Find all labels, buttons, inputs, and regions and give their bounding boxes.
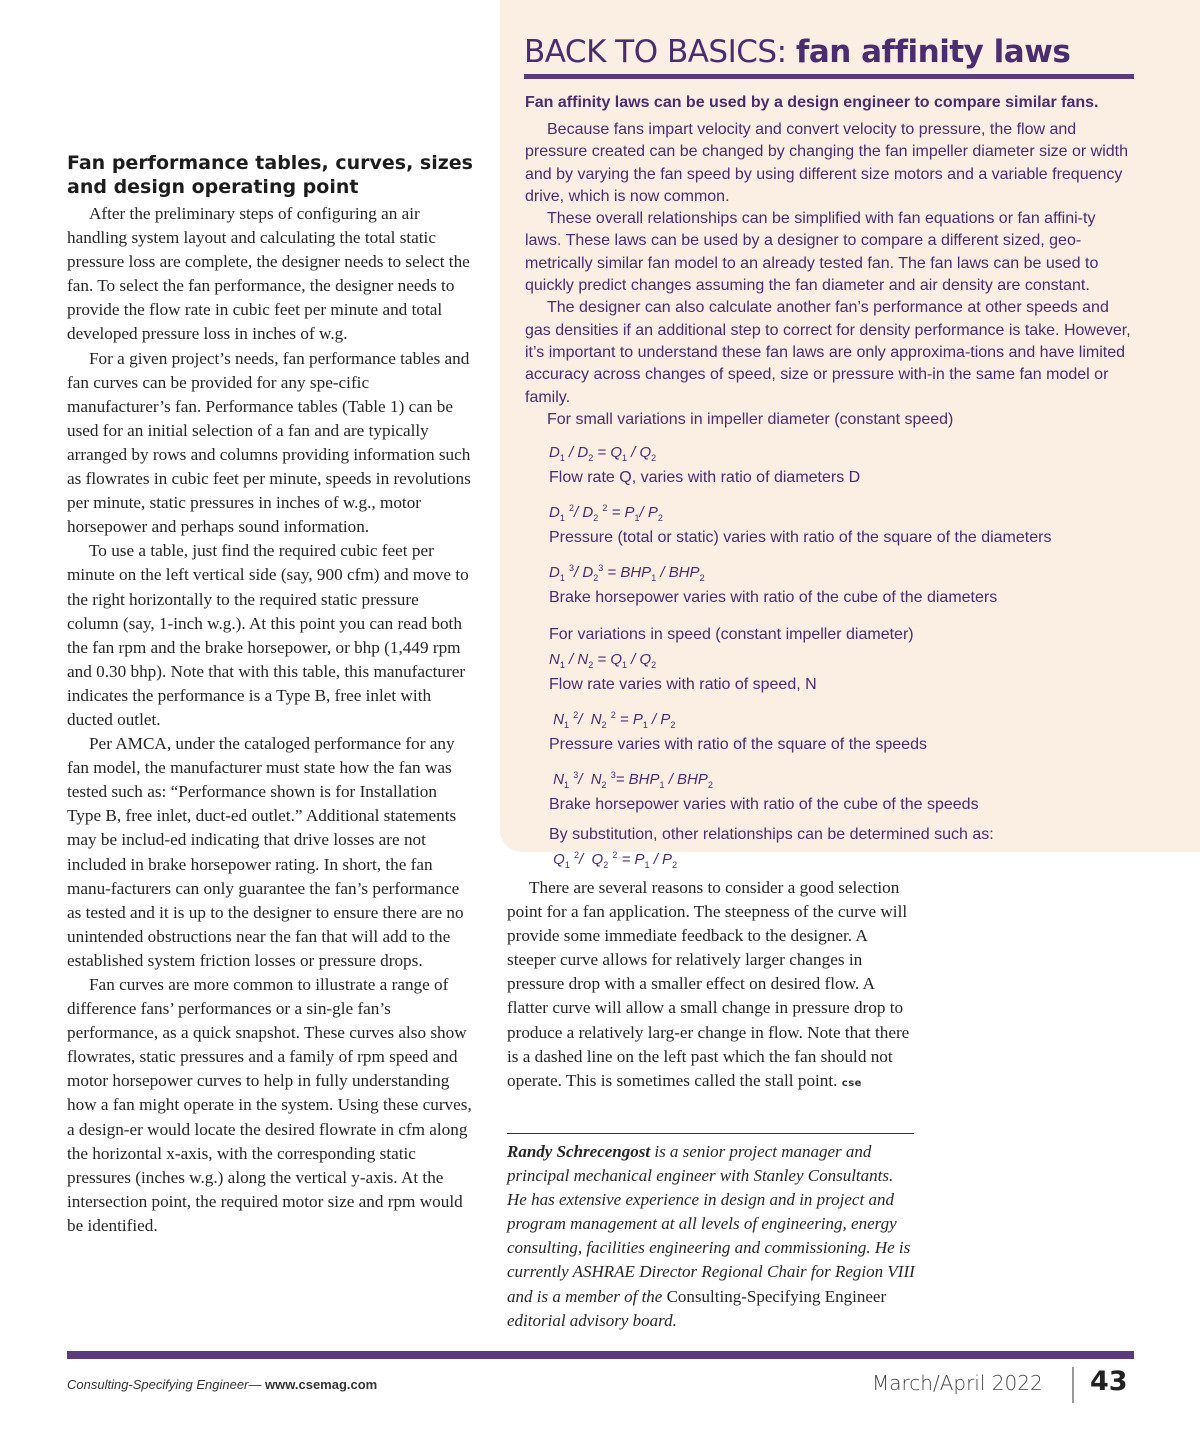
law-description: Flow rate varies with ratio of speed, N [549,675,817,693]
bio-text-end: editorial advisory board. [507,1310,677,1330]
page-number: 43 [1090,1366,1128,1397]
body-paragraph: For a given project’s needs, fan performance tables and fan curves can be provided for any spe-cific manufacturer’s fan. Performance tables (Table 1) can be used for an initial selection of a fan and are typically arranged by rows and columns providing information such as flowrates in cubic feet per minute, speeds in revolutions per minute, static pressures in inches of w.g., motor horsepower and perhaps sound information. [67,348,471,537]
fan-law-diameter-flow [549,443,1135,488]
bio-publication: Consulting-Specifying Engineer [666,1286,887,1306]
footer-rule [67,1351,1134,1359]
sidebar-paragraph: Because fans impart velocity and convert velocity to pressure, the flow and pressure created can be changed by changing the fan impeller diameter size or width and by varying the fan speed by using different size motors and a variable frequency drive, which is now common. [525,121,1129,205]
footer-url[interactable]: www.csemag.com [265,1377,378,1392]
sidebar-title-rule [524,74,1134,79]
law-description: Brake horsepower varies with ratio of the cube of the speeds [549,795,979,813]
author-bio [507,1140,917,1333]
paragraph-text: There are several reasons to consider a good selection point for a fan application. The steepness of the curve will provide some immediate feedback to the designer. A steeper curve allows for relatively larger changes in pressure drop with a smaller effect on desired flow. A flatter curve will allow a small change in pressure drop to produce a relatively larg-er change in flow. Note that there is a dashed line on the left past which the fan should not operate. This is sometimes called the stall point. [507,878,910,1090]
diameter-laws-intro: For small variations in impeller diameter (constant speed) [547,410,954,428]
footer-dash: — [248,1377,262,1392]
body-paragraph [507,876,913,1096]
sidebar-paragraph: These overall relationships can be simplified with fan equations or fan affini-ty laws. These laws can be used by a designer to compare a different sized, geo-metrically similar fan model to an already tested fan. The fan laws can be used to quickly predict changes assuming the fan diameter and air density are constant. [525,210,1099,295]
sidebar-lead: Fan affinity laws can be used by a design engineer to compare similar fans. [525,94,1099,111]
sidebar-title: BACK TO BASICS: fan affinity laws [524,34,1071,70]
equation: $D_1$ $^3$/ $D_2^3 = BHP_1 / BHP_2$ [549,562,705,583]
footer-separator [1072,1367,1074,1403]
equation: $N_1$ $^2$/ $N_2$ $^2 = P_1 / P_2$ [549,709,676,730]
equation: $Q_1$ $^2$/ $Q_2$ $^2 = P_1 / P_2$ [549,849,678,870]
publication-name: Consulting-Specifying Engineer [67,1377,249,1392]
body-paragraph: Per AMCA, under the cataloged performance for any fan model, the manufacturer must state how the fan was tested such as: “Performance shown is for Installation Type B, free inlet, duct-ed outlet.” Additional statements may be includ-ed indicating that drive losses are not included in brake horsepower rating. In short, the fan manu-facturers can only guarantee the fan’s performance as tested and it is up to the designer to ensure there are no unintended obstructions near the fan that will add to the established system friction losses or pressure drops. [67,734,464,970]
issue-date: March/April 2022 [872,1371,1043,1395]
substitution-note [549,825,1135,875]
body-paragraph: After the preliminary steps of configuring an air handling system layout and calculating the total static pressure loss are complete, the designer needs to select the fan. To select the fan performance, the designer needs to provide the flow rate in cubic feet per minute and total developed pressure loss in inches of w.g. [67,204,470,344]
fan-law-speed-pressure [549,705,1135,755]
bio-text: is a senior project manager and principal mechanical engineer with Stanley Consultants. He has extensive experience in design and in project and program management at all levels of engineering, energy consulting, facilities engineering and commissioning. He is currently ASHRAE Director Regional Chair for Region VIII and is a member of the [507,1142,915,1306]
equation: $N_1$ $^3$/ $N_2$ $^3= BHP_1 / BHP_2$ [549,769,713,790]
article-right-column [507,876,913,1096]
fan-law-diameter-pressure [549,498,1135,548]
body-paragraph: To use a table, just find the required cubic feet per minute on the left vertical side (say, 900 cfm) and move to the right horizontally to the required static pressure column (say, 1-inch w.g.). At this point you can read both the fan rpm and the brake horsepower, or bhp (1,449 rpm and 0.30 bhp). Note that with this table, this manufacturer indicates the performance is a Type B, free inlet with ducted outlet. [67,541,469,729]
law-description: Flow rate Q, varies with ratio of diameters D [549,468,861,486]
sidebar-paragraph: The designer can also calculate another fan’s performance at other speeds and gas densities if an additional step to correct for density performance is take. However, it’s important to understand these fan laws are only approxima-tions and have limited accuracy across changes of speed, size or pressure with-in the same fan model or family. [525,299,1131,406]
law-description: Brake horsepower varies with ratio of the cube of the diameters [549,588,998,606]
bio-divider [507,1133,914,1134]
fan-law-speed-bhp [549,765,1135,815]
article-left-column [67,202,474,1238]
fan-law-diameter-bhp [549,558,1135,608]
sidebar-body [525,92,1135,875]
fan-law-speed-flow [549,650,1135,695]
body-paragraph: Fan curves are more common to illustrate a range of difference fans’ performances or a sin-gle fan’s performance, as a quick snapshot. These curves also show flowrates, static pressures and a family of rpm speed and motor horsepower curves to help in fully understanding how a fan might operate in the system. Using these curves, a design-er would locate the desired flowrate in cfm along the horizontal x-axis, with the corresponding static pressures (inches w.g.) along the vertical y-axis. At the intersection point, the required motor size and rpm would be identified. [67,975,472,1235]
substitution-text: By substitution, other relationships can be determined such as: [549,825,994,843]
speed-laws-intro: For variations in speed (constant impeller diameter) [549,625,914,643]
author-name: Randy Schrecengost [507,1142,651,1161]
equation: $N_1 / N_2 = Q_1 / Q_2$ [549,650,657,670]
cse-end-mark: cse [841,1077,862,1089]
law-description: Pressure varies with ratio of the square of the speeds [549,735,927,753]
equation: $D_1 / D_2 = Q_1 / Q_2$ [549,443,657,463]
law-description: Pressure (total or static) varies with ratio of the square of the diameters [549,528,1052,546]
section-heading: Fan performance tables, curves, sizes and design operating point [67,152,473,198]
equation: $D_1$ $^2$/ $D_2$ $^2 = P_1/$ $P_2$ [549,502,663,523]
footer-publication [67,1377,377,1392]
